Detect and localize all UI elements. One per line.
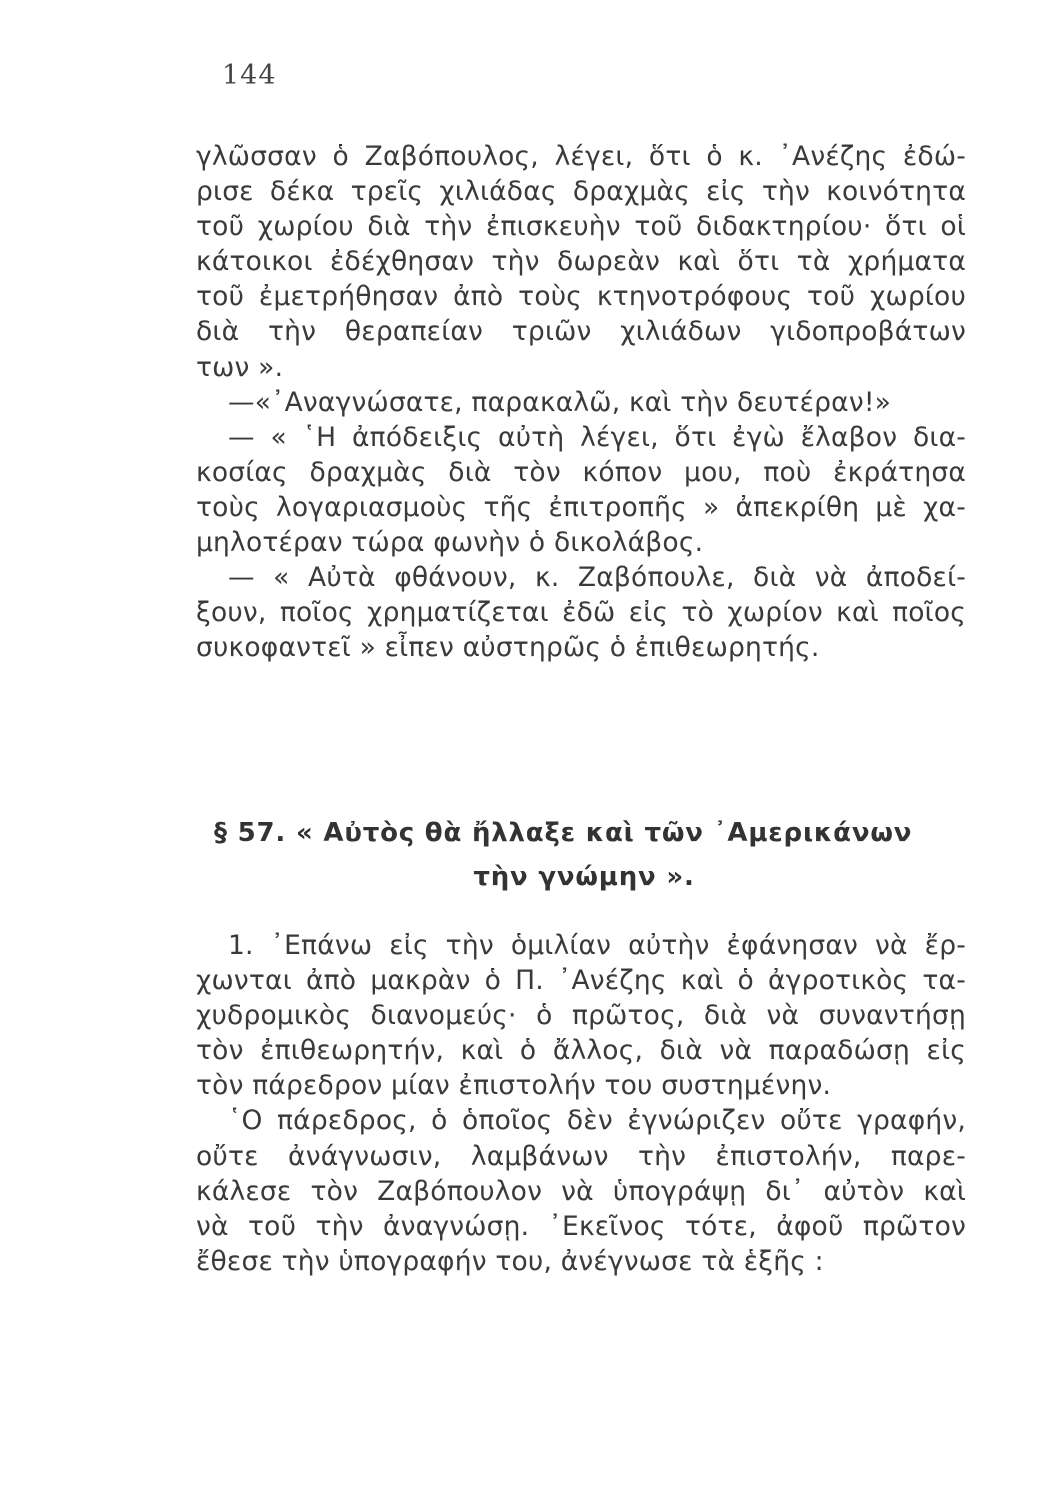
text-line: χυδρομικὸς διανομεύς· ὁ πρῶτος, διὰ νὰ συναντήσῃ — [196, 1000, 966, 1032]
text-line: ρισε δέκα τρεῖς χιλιάδας δραχμὰς εἰς τὴν κοινότητα — [196, 176, 966, 208]
text-line: ἔθεσε τὴν ὑπογραφήν του, ἀνέγνωσε τὰ ἑξῆς : — [196, 1245, 824, 1277]
text-line: διὰ τὴν θεραπείαν τριῶν χιλιάδων γιδοπροβάτων — [196, 316, 966, 348]
text-line: οὔτε ἀνάγνωσιν, λαμβάνων τὴν ἐπιστολήν, παρε- — [196, 1140, 966, 1172]
section-heading-line: τὴν γνώμην ». — [473, 862, 695, 892]
page-number: 144 — [222, 60, 277, 91]
text-line: τοὺς λογαριασμοὺς τῆς ἐπιτροπῆς » ἀπεκρίθη μὲ χα- — [196, 491, 966, 523]
section-heading-line: § 57. « Αὐτὸς θὰ ἤλλαξε καὶ τῶν ᾿Αμερικάνων — [214, 818, 913, 848]
text-line: γλῶσσαν ὁ Ζαβόπουλος, λέγει, ὅτι ὁ κ. ᾿Ανέζης ἐδώ- — [196, 141, 966, 172]
text-line: νὰ τοῦ τὴν ἀναγνώσῃ. ᾿Εκεῖνος τότε, ἀφοῦ πρῶτον — [196, 1210, 966, 1242]
text-line: ῾Ο πάρεδρος, ὁ ὁποῖος δὲν ἐγνώριζεν οὔτε γραφήν, — [228, 1105, 966, 1137]
text-line: τοῦ χωρίου διὰ τὴν ἐπισκευὴν τοῦ διδακτηρίου· ὅτι οἱ — [196, 211, 966, 243]
body-text-upper — [196, 141, 966, 670]
text-line: ξουν, ποῖος χρηματίζεται ἐδῶ εἰς τὸ χωρίον καὶ ποῖος — [196, 597, 966, 629]
text-line: συκοφαντεῖ » εἶπεν αὐστηρῶς ὁ ἐπιθεωρητής. — [196, 632, 820, 664]
text-line: τὸν ἐπιθεωρητήν, καὶ ὁ ἄλλος, διὰ νὰ παραδώσῃ εἰς — [196, 1035, 966, 1067]
section-heading — [214, 818, 954, 892]
text-line: τὸν πάρεδρον μίαν ἐπιστολήν του συστημένην. — [196, 1070, 832, 1102]
text-line: χωνται ἀπὸ μακρὰν ὁ Π. ᾿Ανέζης καὶ ὁ ἀγροτικὸς τα- — [196, 965, 966, 997]
text-line: — « Αὐτὰ φθάνουν, κ. Ζαβόπουλε, διὰ νὰ ἀποδεί- — [228, 562, 966, 594]
text-line: τοῦ ἐμετρήθησαν ἀπὸ τοὺς κτηνοτρόφους τοῦ χωρίου — [196, 281, 966, 313]
body-text-lower — [196, 930, 966, 1284]
text-line: των ». — [196, 351, 284, 383]
text-line: 1. ᾿Επάνω εἰς τὴν ὁμιλίαν αὐτὴν ἐφάνησαν νὰ ἔρ- — [228, 930, 966, 961]
text-line: —«᾿Αναγνώσατε, παρακαλῶ, καὶ τὴν δευτέραν!» — [228, 386, 892, 418]
text-line: μηλοτέραν τώρα φωνὴν ὁ δικολάβος. — [196, 527, 704, 559]
text-line: — « ῾Η ἀπόδειξις αὐτὴ λέγει, ὅτι ἐγὼ ἔλαβον δια- — [228, 421, 966, 453]
text-line: κοσίας δραχμὰς διὰ τὸν κόπον μου, ποὺ ἐκράτησα — [196, 456, 966, 488]
text-line: κάλεσε τὸν Ζαβόπουλον νὰ ὑπογράψῃ δι᾿ αὐτὸν καὶ — [196, 1175, 966, 1207]
text-line: κάτοικοι ἐδέχθησαν τὴν δωρεὰν καὶ ὅτι τὰ χρήματα — [196, 246, 966, 278]
